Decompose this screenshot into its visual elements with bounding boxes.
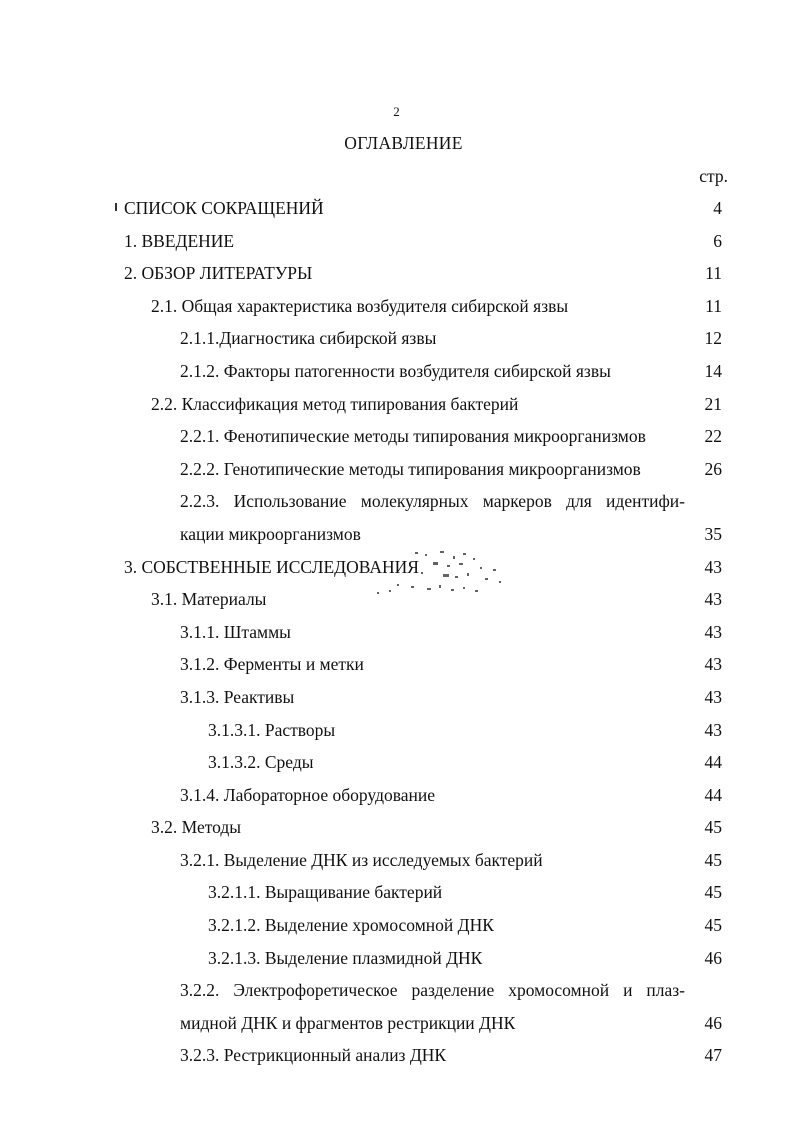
toc-entry-label: мидной ДНК и фрагментов рестрикции ДНК xyxy=(180,1012,516,1033)
toc-entry-label: 2. ОБЗОР ЛИТЕРАТУРЫ xyxy=(124,263,313,284)
toc-entry-label: 2.2.1. Фенотипические методы типирования микроорганизмов xyxy=(180,426,646,447)
toc-entry xyxy=(0,453,793,486)
toc-entry-page: 46 xyxy=(704,1012,722,1033)
page-number: 2 xyxy=(393,104,400,119)
toc-entry-page: 22 xyxy=(704,426,722,447)
toc-entry-page: 45 xyxy=(704,915,722,936)
toc-entry-page: 12 xyxy=(704,328,722,349)
toc-entry-label: 3.1.3.2. Среды xyxy=(208,752,314,773)
toc-entry-label: 2.2.2. Генотипические методы типирования микроорганизмов xyxy=(180,458,641,479)
toc-entry-page: 46 xyxy=(704,947,722,968)
toc-entry-page: 44 xyxy=(704,752,722,773)
toc-entry xyxy=(0,909,793,942)
toc-entry-page: 6 xyxy=(713,230,722,251)
toc-entry-page: 4 xyxy=(713,198,722,218)
toc-entry xyxy=(0,746,793,779)
toc-entry-label: 2.1. Общая характеристика возбудителя сибирской язвы xyxy=(151,295,569,316)
toc-entry-page: 43 xyxy=(704,621,722,642)
toc-entry xyxy=(0,355,793,388)
toc-entry xyxy=(0,518,793,551)
toc-entry-label: 3.2. Методы xyxy=(151,817,242,838)
toc-entry-page: 35 xyxy=(704,523,722,544)
toc-entry-page: 14 xyxy=(704,360,722,381)
toc-entry xyxy=(0,779,793,812)
toc-entry-label: 1. ВВЕДЕНИЕ xyxy=(124,230,235,251)
toc-entry-page: 43 xyxy=(704,556,722,577)
toc-entry-label: 3.2.1.2. Выделение хромосомной ДНК xyxy=(208,915,494,936)
toc-entry-label: 3.1.3.1. Растворы xyxy=(208,719,336,740)
toc-entry-page: 21 xyxy=(704,393,722,414)
toc-entry xyxy=(0,714,793,747)
toc-entry xyxy=(0,876,793,909)
toc-entry xyxy=(0,844,793,877)
scan-noise-stain xyxy=(355,548,515,600)
toc-entry xyxy=(0,648,793,681)
toc-entry xyxy=(0,485,793,518)
toc-entry xyxy=(0,942,793,975)
toc-entry-page: 44 xyxy=(704,784,722,805)
toc-entry-label: 2.2. Классификация метод типирования бактерий xyxy=(151,393,519,414)
toc-entry xyxy=(0,974,793,1007)
toc-entry-label: 3.2.1. Выделение ДНК из исследуемых бактерий xyxy=(180,849,543,870)
toc-entry xyxy=(0,192,793,225)
toc-entry xyxy=(0,1039,793,1072)
toc-entry-label: 3.1.1. Штаммы xyxy=(180,621,291,642)
toc-entry xyxy=(0,388,793,421)
toc-entry xyxy=(0,1007,793,1040)
toc-entry-label: 3.2.1.1. Выращивание бактерий xyxy=(208,882,443,903)
toc-entry xyxy=(0,290,793,323)
toc-entry xyxy=(0,322,793,355)
toc-entry xyxy=(0,811,793,844)
toc-entry-page: 11 xyxy=(705,295,722,316)
toc-entry-label: 3.1. Материалы xyxy=(151,589,267,610)
toc-entry-page: 43 xyxy=(704,589,722,610)
toc-entry-label: кации микроорганизмов xyxy=(180,523,361,544)
toc-entry-label: СПИСОК СОКРАЩЕНИЙ xyxy=(124,198,324,218)
pages-column-header: стр. xyxy=(699,166,728,186)
toc-entry-page: 43 xyxy=(704,686,722,707)
toc-entry-label: 2.1.2. Факторы патогенности возбудителя сибирской язвы xyxy=(180,360,611,381)
toc-entry xyxy=(0,257,793,290)
toc-entry-page: 45 xyxy=(704,849,722,870)
toc-entry-page: 45 xyxy=(704,817,722,838)
toc-entry-label: 2.1.1.Диагностика сибирской язвы xyxy=(180,328,437,349)
toc-entry xyxy=(0,681,793,714)
table-of-contents xyxy=(0,192,793,1072)
toc-entry-label: 3.1.3. Реактивы xyxy=(180,686,295,707)
toc-entry xyxy=(0,616,793,649)
toc-entry-label: 3.1.2. Ферменты и метки xyxy=(180,654,364,675)
toc-entry xyxy=(0,420,793,453)
toc-entry-label: 3.2.3. Рестрикционный анализ ДНК xyxy=(180,1045,447,1066)
toc-entry-label: 3. СОБСТВЕННЫЕ ИССЛЕДОВАНИЯ xyxy=(124,556,419,577)
toc-entry xyxy=(0,225,793,258)
toc-entry-page: 26 xyxy=(704,458,722,479)
page-title: ОГЛАВЛЕНИЕ xyxy=(344,133,463,153)
toc-entry-page: 43 xyxy=(704,719,722,740)
toc-entry-page: 45 xyxy=(704,882,722,903)
toc-entry-label: 3.2.1.3. Выделение плазмидной ДНК xyxy=(208,947,483,968)
toc-entry-label: 3.1.4. Лабораторное оборудование xyxy=(180,784,436,805)
toc-entry-page: 47 xyxy=(704,1045,722,1066)
toc-entry-page: 43 xyxy=(704,654,722,675)
toc-entry-page: 11 xyxy=(705,263,722,284)
toc-entry-label: 2.2.3. Использование молекулярных маркеров для идентифи- xyxy=(180,491,685,512)
toc-entry-label: 3.2.2. Электрофоретическое разделение хромосомной и плаз- xyxy=(180,980,685,1001)
